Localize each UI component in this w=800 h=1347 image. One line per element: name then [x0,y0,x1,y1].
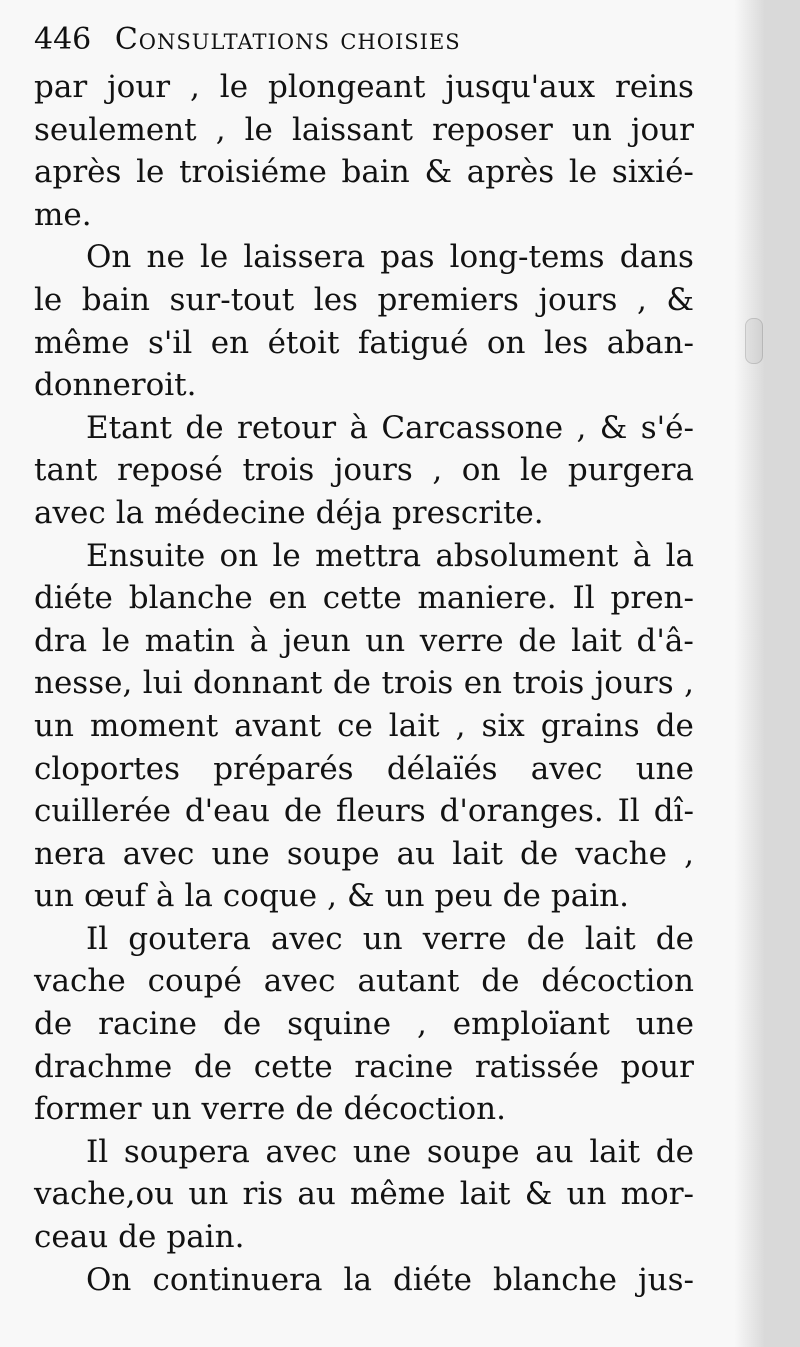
body-text [34,66,694,1301]
text-line: nera avec une soupe au lait de vache , [34,835,694,872]
text-line: après le troisiéme bain & après le sixié- [34,154,694,191]
text-line: diéte blanche en cette maniere. Il pren- [34,580,694,617]
text-line: Ensuite on le mettra absolument à la [86,537,694,574]
text-line: On ne le laissera pas long-tems dans [86,239,694,276]
text-line: Il goutera avec un verre de lait de [86,920,694,957]
text-line: par jour , le plongeant jusqu'aux reins [34,69,694,105]
text-line: me. [34,196,92,233]
text-line: former un verre de décoction. [34,1091,506,1128]
text-line: On continuera la diéte blanche jus- [86,1261,694,1298]
text-line: avec la médecine déja prescrite. [34,494,544,531]
running-title: Consultations choisies [114,22,461,57]
text-line: Il soupera avec une soupe au lait de [86,1133,694,1170]
text-line: drachme de cette racine ratissée pour [34,1048,694,1085]
text-line: seulement , le laissant reposer un jour [34,111,694,148]
page-edge-mark [745,318,763,364]
text-line: tant reposé trois jours , on le purgera [34,452,694,489]
page-number: 446 [34,22,92,57]
text-line: cloportes préparés délaïés avec une [34,750,694,787]
book-gutter [764,0,800,1347]
text-line: un œuf à la coque , & un peu de pain. [34,878,629,915]
text-line: donneroit. [34,367,197,404]
text-line: vache,ou un ris au même lait & un mor- [34,1176,694,1213]
text-line: même s'il en étoit fatigué on les aban- [34,324,694,361]
text-line: un moment avant ce lait , six grains de [34,707,694,744]
text-line: ceau de pain. [34,1219,245,1256]
text-line: le bain sur-tout les premiers jours , & [34,281,694,318]
text-line: cuillerée d'eau de fleurs d'oranges. Il dî- [34,793,694,830]
text-line: Etant de retour à Carcassone , & s'é- [86,409,694,446]
text-line: de racine de squine , emploïant une [34,1006,694,1043]
page-header [34,22,461,57]
text-line: nesse, lui donnant de trois en trois jours , [34,665,694,702]
text-line: dra le matin à jeun un verre de lait d'â- [34,622,694,659]
text-line: vache coupé avec autant de décoction [34,963,694,1000]
